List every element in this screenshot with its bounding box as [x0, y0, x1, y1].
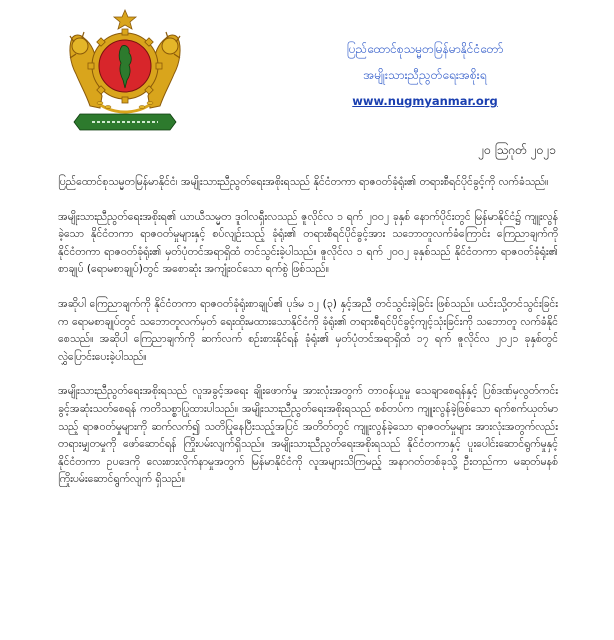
statement-body: [58, 174, 558, 506]
star-icon: [114, 10, 136, 29]
country-name: ပြည်ထောင်စုသမ္မတမြန်မာနိုင်ငံတော်: [346, 42, 504, 56]
paragraph-2: အမျိုးသားညီညွတ်ရေးအစိုးရ၏ ယာယီသမ္မတ ဒူဝါလရှီးလသည် ဇူလိုင်လ ၁ ရက် ၂၀၀၂ ခုနှစ် နောက်ပိုင်းတွင် မြန်မာနိုင်ငံ၌ ကျူးလွန်ခဲ့သော နိုင်ငံတကာ ရာဇဝတ်မှုများနှင့် စပ်လျဉ်းသည့် ခုံရုံး၏ တရားစီရင်ပိုင်ခွင့်အား သဘောတူလက်ခံကြောင်း ကြေညာချက်ကို နိုင်ငံတကာ ရာဇဝတ်ခုံရုံး၏ မှတ်ပုံတင်အရာရှိထံ တင်သွင်းခဲ့ပါသည်။ ဇူလိုင်လ ၁ ရက် ၂၀၀၂ ခုနှစ်သည် နိုင်ငံတကာ ရာဇဝတ်ခုံရုံး၏ စာချုပ် (ရောမစာချုပ်)တွင် အစောဆုံး အကျုံးဝင်သော ရက်စွဲ ဖြစ်သည်။: [58, 210, 558, 276]
paragraph-4: အမျိုးသားညီညွတ်ရေးအစိုးရသည် လူအခွင့်အရေး ချိုးဖောက်မှု အားလုံးအတွက် တာဝန်ယူမှု သေချာစေရန်နှင့် ပြစ်ဒဏ်မှလွတ်ကင်းခွင့်အဆုံးသတ်စေရန် ကတိသစ္စာပြုထားပါသည်။ အမျိုးသားညီညွတ်ရေးအစိုးရသည် စစ်တပ်က ကျူးလွန်ခဲ့ဖြစ်သော ရက်စက်ယုတ်မာသည့် ရာဇဝတ်မှုများကို ဆက်လက်၍ သတိပြုနေပြီးသည့်အပြင် အတိတ်တွင် ကျူးလွန်ခဲ့သော ရာဇဝတ်မှုများ အားလုံးအတွက်လည်း တရားမျှတမှုကို ဖော်ဆောင်ရန် ကြိုးပမ်းလျက်ရှိသည်။ အမျိုးသားညီညွတ်ရေးအစိုးရသည် နိုင်ငံတကာနှင့် ပူးပေါင်းဆောင်ရွက်မှုနှင့် နိုင်ငံတကာ ဥပဒေကို လေးစားလိုက်နာမှုအတွက် မြန်မာနိုင်ငံကို လူအများသိကြမည့် အနာဂတ်တစ်ခုသို့ ဦးတည်ကာ မဆုတ်မနစ် ကြိုးပမ်းဆောင်ရွက်လျက် ရှိသည်။: [58, 385, 558, 486]
paragraph-1: ပြည်ထောင်စုသမ္မတမြန်မာနိုင်ငံ၊ အမျိုးသားညီညွတ်ရေးအစိုးရသည် နိုင်ငံတကာ ရာဇဝတ်ခုံရုံး၏ တရားစီရင်ပိုင်ခွင့်ကို လက်ခံသည်။: [58, 176, 549, 188]
government-name: အမျိုးသားညီညွတ်ရေးအစိုးရ: [363, 68, 487, 82]
document-date: ၂၀ ဩဂုတ် ၂၀၂၁: [478, 143, 556, 157]
paragraph-3: အဆိုပါ ကြေညာချက်ကို နိုင်ငံတကာ ရာဇဝတ်ခုံရုံးစာချုပ်၏ ပုဒ်မ ၁၂ (၃) နှင့်အညီ တင်သွင်းခဲ့ခြင်း ဖြစ်သည်။ ယင်းသို့တင်သွင်းခြင်းက ရောမစာချုပ်တွင် သဘောတူလက်မှတ် ရေးထိုးမထားသောနိုင်ငံကို ခုံရုံး၏ တရားစီရင်ပိုင်ခွင့်ကျင့်သုံးခြင်းကို သဘောတူ လက်ခံနိုင်စေသည်။ အဆိုပါ ကြေညာချက်ကို ဆက်လက် စဉ်းစားနိုင်ရန် ခုံရုံး၏ မှတ်ပုံတင်အရာရှိထံ ၁၇ ရက် ဇူလိုင်လ ၂၀၂၁ ခုနှစ်တွင် လွှဲပြောင်းပေးခဲ့ပါသည်။: [58, 297, 558, 363]
state-emblem-icon: [62, 8, 188, 132]
website-link[interactable]: www.nugmyanmar.org: [352, 94, 498, 108]
header-block: [300, 36, 550, 114]
